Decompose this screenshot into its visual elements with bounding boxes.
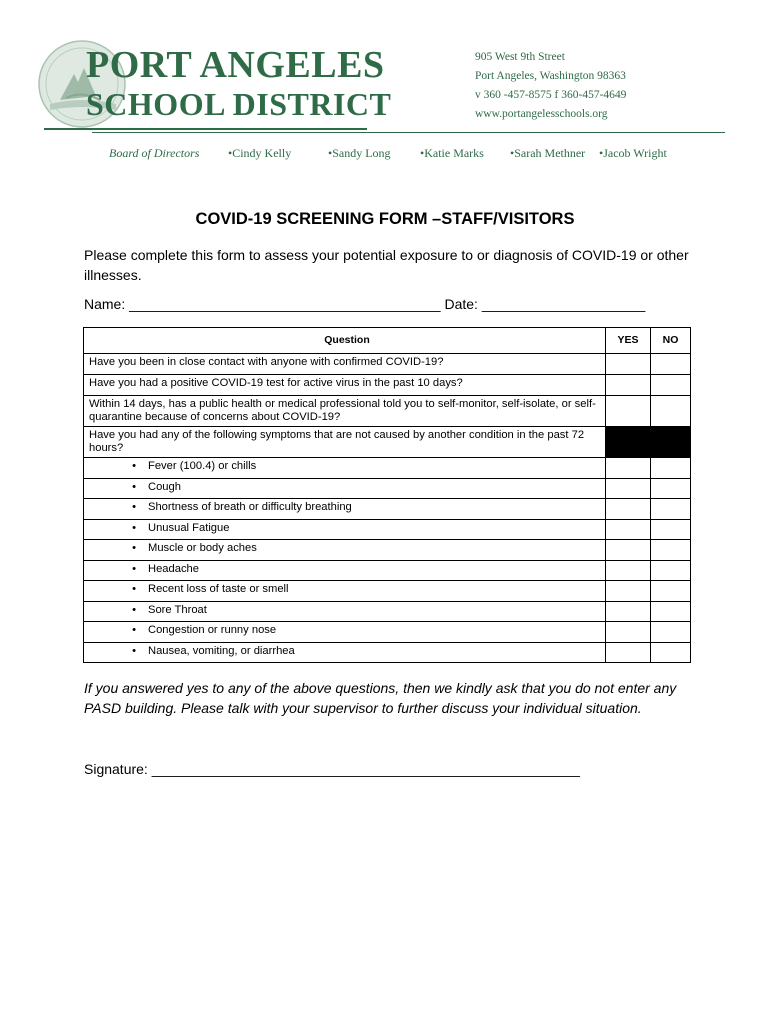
bullet: • [132,583,136,595]
yes-checkbox[interactable] [606,581,651,602]
yes-checkbox[interactable] [606,499,651,520]
bullet: • [132,542,136,554]
symptom-row [84,478,691,499]
symptom-text: Headache [148,562,200,575]
header-divider [92,132,725,133]
board-member-name: Sarah Methner [514,146,586,160]
instructions: Please complete this form to assess your potential exposure to or diagnosis of COVID-19 or other illnesses. [84,247,689,283]
question-text: Within 14 days, has a public health or medical professional told you to self-monitor, self-isolate, or self-quarantine because of concerns about COVID-19? [84,396,606,427]
no-checkbox[interactable] [651,581,691,602]
symptom-row [84,622,691,643]
no-checkbox[interactable] [651,540,691,561]
yes-checkbox[interactable] [606,458,651,479]
bullet: • [132,562,136,575]
symptom-row [84,519,691,540]
symptom-cell [84,478,606,499]
symptom-text: Congestion or runny nose [148,624,277,636]
name-date-line [84,296,645,312]
closing-note: If you answered yes to any of the above questions, then we kindly ask that you do not enter any PASD building. Please talk with your supervisor to further discuss your individual situation. [84,680,677,716]
symptom-row [84,560,691,581]
yes-checkbox[interactable] [606,354,651,375]
signature-field[interactable]: _______________________________________________________ [151,761,580,777]
no-checkbox[interactable] [651,396,691,427]
bullet: • [132,480,136,493]
website: www.portangelesschools.org [475,108,608,120]
yes-header: YES [606,328,651,354]
yes-checkbox[interactable] [606,560,651,581]
symptom-cell [84,499,606,520]
symptom-text: Fever (100.4) or chills [148,460,257,472]
logo-underline [44,128,367,130]
symptom-text: Cough [148,480,181,493]
yes-checkbox[interactable] [606,622,651,643]
screening-table [83,327,691,663]
symptom-cell [84,540,606,561]
yes-checkbox[interactable] [606,478,651,499]
no-checkbox[interactable] [651,642,691,663]
symptom-row [84,581,691,602]
no-checkbox[interactable] [651,560,691,581]
date-label: Date: [444,296,478,312]
table-row [84,354,691,375]
symptom-cell [84,601,606,622]
board-member: • Cindy Kelly [228,146,292,160]
no-checkbox[interactable] [651,499,691,520]
symptom-cell [84,519,606,540]
no-checkbox[interactable] [651,622,691,643]
bullet: • [132,460,136,472]
no-checkbox[interactable] [651,375,691,396]
table-header-row [84,328,691,354]
yes-checkbox[interactable] [606,396,651,427]
board-member-name: Katie Marks [424,146,484,160]
symptom-cell [84,581,606,602]
bullet: • [132,603,136,616]
board-member-name: Jacob Wright [603,146,667,160]
district-name [86,46,391,120]
symptom-row [84,540,691,561]
symptom-row [84,601,691,622]
bullet: • [132,521,136,534]
symptom-text: Sore Throat [148,603,207,616]
address-line1: 905 West 9th Street [475,51,565,63]
no-header: NO [651,328,691,354]
bullet: • [132,501,136,513]
no-checkbox[interactable] [651,478,691,499]
symptom-row [84,499,691,520]
no-checkbox[interactable] [651,519,691,540]
board-member: • Sarah Methner [510,146,586,160]
question-text: Have you been in close contact with anyone with confirmed COVID-19? [84,354,606,375]
bullet: • [132,624,136,636]
form-title: COVID-19 SCREENING FORM –STAFF/VISITORS [195,210,575,228]
board-member-name: Sandy Long [332,146,391,160]
question-text: Have you had a positive COVID-19 test for active virus in the past 10 days? [84,375,606,396]
symptom-row [84,642,691,663]
address-line2: Port Angeles, Washington 98363 [475,70,626,82]
symptom-text: Nausea, vomiting, or diarrhea [148,644,295,657]
no-checkbox[interactable] [651,601,691,622]
name-field[interactable]: ________________________________________ [129,296,441,312]
yes-checkbox[interactable] [606,642,651,663]
symptom-text: Muscle or body aches [148,542,257,554]
district-name-line1: PORT ANGELES [86,44,385,86]
board-member: • Jacob Wright [599,146,667,160]
signature-line [84,761,580,777]
board-member-name: Cindy Kelly [232,146,292,160]
phone-fax: v 360 -457-8575 f 360-457-4649 [475,89,627,101]
yes-checkbox[interactable] [606,375,651,396]
symptom-text: Shortness of breath or difficulty breathing [148,501,352,513]
question-header: Question [84,328,606,354]
name-label: Name: [84,296,126,312]
table-row [84,375,691,396]
question-text: Have you had any of the following symptoms that are not caused by another condition in the past 72 hours? [84,427,606,458]
no-checkbox[interactable] [651,458,691,479]
contact-block [475,48,626,124]
shaded-cell [651,427,691,458]
symptom-row [84,458,691,479]
bullet: • [132,644,136,657]
date-field[interactable]: _____________________ [481,296,646,312]
shaded-cell [606,427,651,458]
board-of-directors [0,146,770,162]
symptom-cell [84,560,606,581]
yes-checkbox[interactable] [606,540,651,561]
signature-label: Signature: [84,761,148,777]
board-member: • Katie Marks [420,146,484,160]
board-label: Board of Directors [109,146,200,160]
symptom-cell [84,622,606,643]
yes-checkbox[interactable] [606,601,651,622]
symptom-text: Unusual Fatigue [148,521,230,534]
table-row [84,427,691,458]
symptom-cell [84,642,606,663]
yes-checkbox[interactable] [606,519,651,540]
symptom-text: Recent loss of taste or smell [148,583,289,595]
symptom-cell [84,458,606,479]
table-row [84,396,691,427]
district-name-line2: SCHOOL DISTRICT [86,86,392,122]
board-member: • Sandy Long [328,146,391,160]
no-checkbox[interactable] [651,354,691,375]
